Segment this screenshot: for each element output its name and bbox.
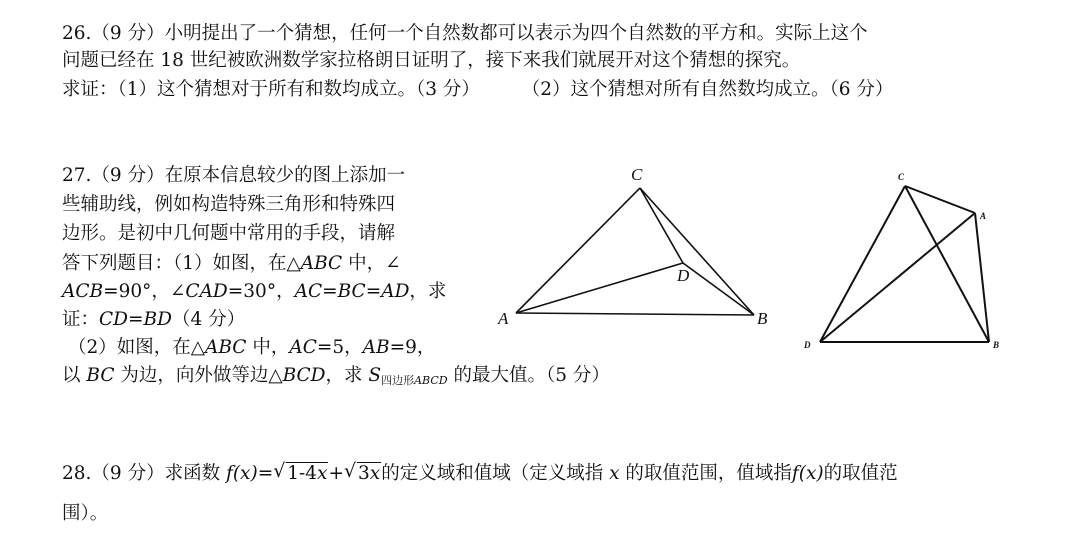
q27-math: AC	[289, 337, 317, 358]
q27-text: 以	[62, 365, 87, 386]
q27-text: 证：	[62, 309, 100, 330]
area-subscript-cn: 四边形	[381, 374, 415, 387]
q27-text: 中，	[246, 337, 290, 358]
q27-math: ABC	[300, 253, 343, 274]
fig2-label-d: D	[804, 340, 811, 350]
q27-math: S	[368, 365, 382, 386]
q27-math: BCD	[282, 365, 326, 386]
q28-math: (x)	[798, 463, 824, 484]
segment-dc	[820, 186, 905, 342]
q27-line-1: 27.（9 分）在原本信息较少的图上添加一	[62, 165, 406, 186]
q27-text: 的最大值。（5 分）	[447, 365, 610, 386]
q27-text: =30°，	[227, 281, 295, 302]
q27-math: BC	[86, 365, 115, 386]
q27-math: CAD	[185, 281, 228, 302]
q27-text: =	[128, 309, 144, 330]
q26-line-1: 26.（9 分）小明提出了一个猜想，任何一个自然数都可以表示为四个自然数的平方和。实际上这个	[62, 23, 868, 44]
q28-math: f	[791, 463, 799, 484]
fig1-label-b: B	[757, 309, 768, 328]
area-subscript-abcd: ABCD	[414, 374, 448, 387]
q27-math: BD	[143, 309, 172, 330]
q27-line-2: 些辅助线，例如构造特殊三角形和特殊四	[62, 194, 396, 215]
q28-line-2: 围）。	[62, 503, 109, 524]
q26-line-2: 问题已经在 18 世纪被欧洲数学家拉格朗日证明了，接下来我们就展开对这个猜想的探究。	[62, 50, 801, 71]
fig2-label-b: B	[993, 340, 1000, 350]
sqrt-1	[273, 460, 328, 487]
q28-line-1	[62, 460, 898, 487]
segment-da	[820, 213, 975, 342]
q27-text: =	[365, 281, 382, 302]
fig1-label-a: A	[498, 309, 509, 328]
q27-text: ，求	[325, 365, 369, 386]
q27-line-3: 边形。是初中几何题中常用的手段，请解	[62, 223, 396, 244]
q28-math: x	[317, 463, 328, 484]
q27-text: ，求	[409, 281, 447, 302]
q28-math: f	[225, 463, 233, 484]
q27-text: 中，∠	[342, 253, 401, 274]
q27-math: AB	[362, 337, 390, 358]
sqrt-2	[344, 460, 381, 487]
q27-math: AC	[294, 281, 323, 302]
q27-text: 为边，向外做等边△	[114, 365, 283, 386]
q28-math: 1-4	[287, 463, 318, 484]
q28-text: +	[328, 463, 344, 484]
fig1-label-d: D	[677, 266, 690, 285]
q27-text: （4 分）	[171, 309, 246, 330]
segment-cb	[905, 186, 989, 342]
q28-math: 3	[357, 463, 370, 484]
q27-text: =	[322, 281, 338, 302]
q28-math: x	[609, 463, 620, 484]
q27-text: 答下列题目：（1）如图，在△	[62, 253, 301, 274]
q27-text: =9，	[389, 337, 436, 358]
q28-math: x	[369, 463, 381, 484]
fig1-label-c: C	[631, 165, 643, 184]
q26-part-1: 求证：（1）这个猜想对于所有和数均成立。（3 分）	[62, 79, 480, 100]
q27-math: BC	[337, 281, 366, 302]
segment-ca	[905, 186, 975, 213]
q28-text: =	[257, 463, 274, 484]
q28-text: 的取值范围，值域指	[619, 463, 792, 484]
q27-math: ACB	[62, 281, 104, 302]
q27-text: =5，	[316, 337, 363, 358]
q27-text: =90°，∠	[103, 281, 186, 302]
q28-text: 28.（9 分）求函数	[62, 463, 226, 484]
q27-math: CD	[99, 309, 129, 330]
fig2-label-a: A	[980, 211, 987, 221]
q27-text: （2）如图，在△	[68, 337, 205, 358]
segment-ab	[975, 213, 989, 342]
q26-part-2: （2）这个猜想对所有自然数均成立。（6 分）	[521, 79, 894, 100]
q28-text: 的定义域和值域（定义域指	[381, 463, 610, 484]
q28-math: (x)	[232, 463, 258, 484]
fig2-label-c: C	[898, 172, 905, 182]
q28-text: 的取值范	[823, 463, 898, 484]
q27-math: AD	[381, 281, 410, 302]
q27-math: ABC	[205, 337, 247, 358]
